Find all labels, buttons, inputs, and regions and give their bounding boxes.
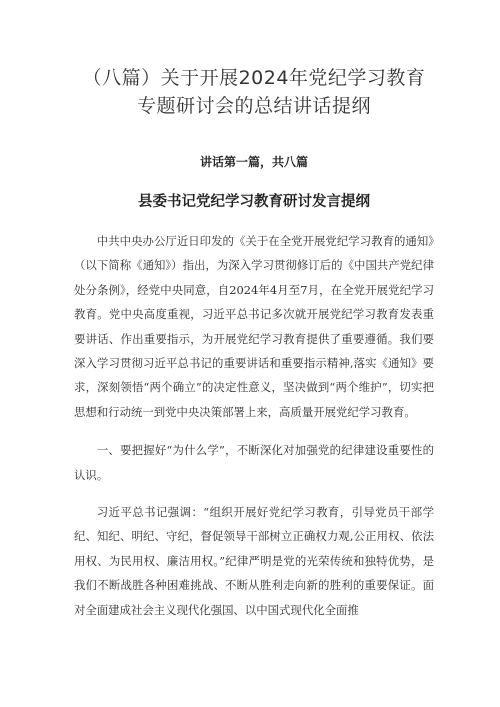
- body-paragraph-intro: 中共中央办公厅近日印发的《关于在全党开展党纪学习教育的通知》（以下简称《通知》）指出，为深入学习贯彻修订后的《中国共产党纪律处分条例》，经党中央同意，自2024年4月至7月，在全党开展党纪学习教育。党中央高度重视，习近平总书记多次就开展党纪学习教育发表重要讲话、作出重要指示，为开展党纪学习教育提供了重要遵循。我们要深入学习贯彻习近平总书记的重要讲话和重要指示精神,落实《通知》要求，深刻领悟“两个确立”的决定性意义，坚决做到“两个维护”，切实把思想和行动统一到党中央决策部署上来，高质量开展党纪学习教育。: [74, 234, 434, 419]
- document-subtitle: 讲话第一篇，共八篇: [199, 155, 308, 169]
- body-paragraph-heading-one: 一、要把握好“为什么学”，不断深化对加强党的纪律建设重要性的认识。: [74, 443, 434, 482]
- document-title: （八篇）关于开展2024年党纪学习教育专题研讨会的总结讲话提纲: [82, 67, 426, 117]
- body-paragraph-quote: 习近平总书记强调：“组织开展好党纪学习教育，引导党员干部学纪、知纪、明纪、守纪，督促领导干部树立正确权力观,公正用权、依法用权、为民用权、廉洁用权。”纪律严明是党的光荣传统和独特优势，是我们不断战胜各种困难挑战、不断从胜利走向新的胜利的重要保证。面对全面建成社会主义现代化强国、以中国式现代化全面推: [74, 505, 434, 617]
- section-heading: 县委书记党纪学习教育研讨发言提纲: [138, 194, 370, 210]
